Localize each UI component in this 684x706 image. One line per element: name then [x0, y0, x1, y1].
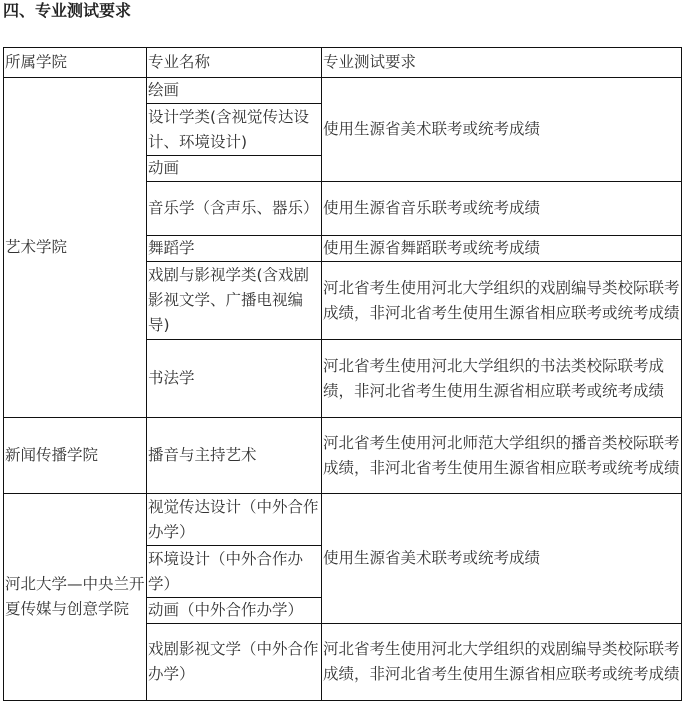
requirement-cell: 河北省考生使用河北大学组织的戏剧编导类校际联考成绩，非河北省考生使用生源省相应联考或统考成绩 — [322, 624, 682, 701]
requirement-cell: 使用生源省美术联考或统考成绩 — [322, 78, 682, 182]
requirement-cell: 河北省考生使用河北大学组织的戏剧编导类校际联考成绩，非河北省考生使用生源省相应联考或统考成绩 — [322, 262, 682, 340]
major-cell: 动画（中外合作办学） — [147, 598, 322, 624]
major-cell: 戏剧与影视学类(含戏剧影视文学、广播电视编导) — [147, 262, 322, 340]
major-cell: 视觉传达设计（中外合作办学） — [147, 494, 322, 546]
table-row — [4, 494, 682, 546]
header-requirement: 专业测试要求 — [322, 48, 682, 78]
college-cell: 新闻传播学院 — [4, 418, 147, 494]
requirement-cell: 使用生源省音乐联考或统考成绩 — [322, 182, 682, 236]
major-cell: 书法学 — [147, 340, 322, 418]
major-cell: 绘画 — [147, 78, 322, 104]
header-college: 所属学院 — [4, 48, 147, 78]
test-requirements-table — [3, 47, 682, 701]
table-header-row — [4, 48, 682, 78]
major-cell: 动画 — [147, 156, 322, 182]
header-major: 专业名称 — [147, 48, 322, 78]
table-row — [4, 78, 682, 104]
major-cell: 设计学类(含视觉传达设计、环境设计) — [147, 104, 322, 156]
major-cell: 音乐学（含声乐、器乐） — [147, 182, 322, 236]
major-cell: 环境设计（中外合作办学） — [147, 546, 322, 598]
major-cell: 播音与主持艺术 — [147, 418, 322, 494]
section-heading: 四、专业测试要求 — [3, 1, 132, 20]
major-cell: 戏剧影视文学（中外合作办学） — [147, 624, 322, 701]
major-cell: 舞蹈学 — [147, 236, 322, 262]
requirement-cell: 河北省考生使用河北大学组织的书法类校际联考成绩，非河北省考生使用生源省相应联考或统考成绩 — [322, 340, 682, 418]
requirement-cell: 河北省考生使用河北师范大学组织的播音类校际联考成绩，非河北省考生使用生源省相应联考或统考成绩 — [322, 418, 682, 494]
college-cell: 河北大学—中央兰开夏传媒与创意学院 — [4, 494, 147, 701]
table-row — [4, 418, 682, 494]
requirement-cell: 使用生源省舞蹈联考或统考成绩 — [322, 236, 682, 262]
college-cell: 艺术学院 — [4, 78, 147, 418]
requirement-cell: 使用生源省美术联考或统考成绩 — [322, 494, 682, 624]
